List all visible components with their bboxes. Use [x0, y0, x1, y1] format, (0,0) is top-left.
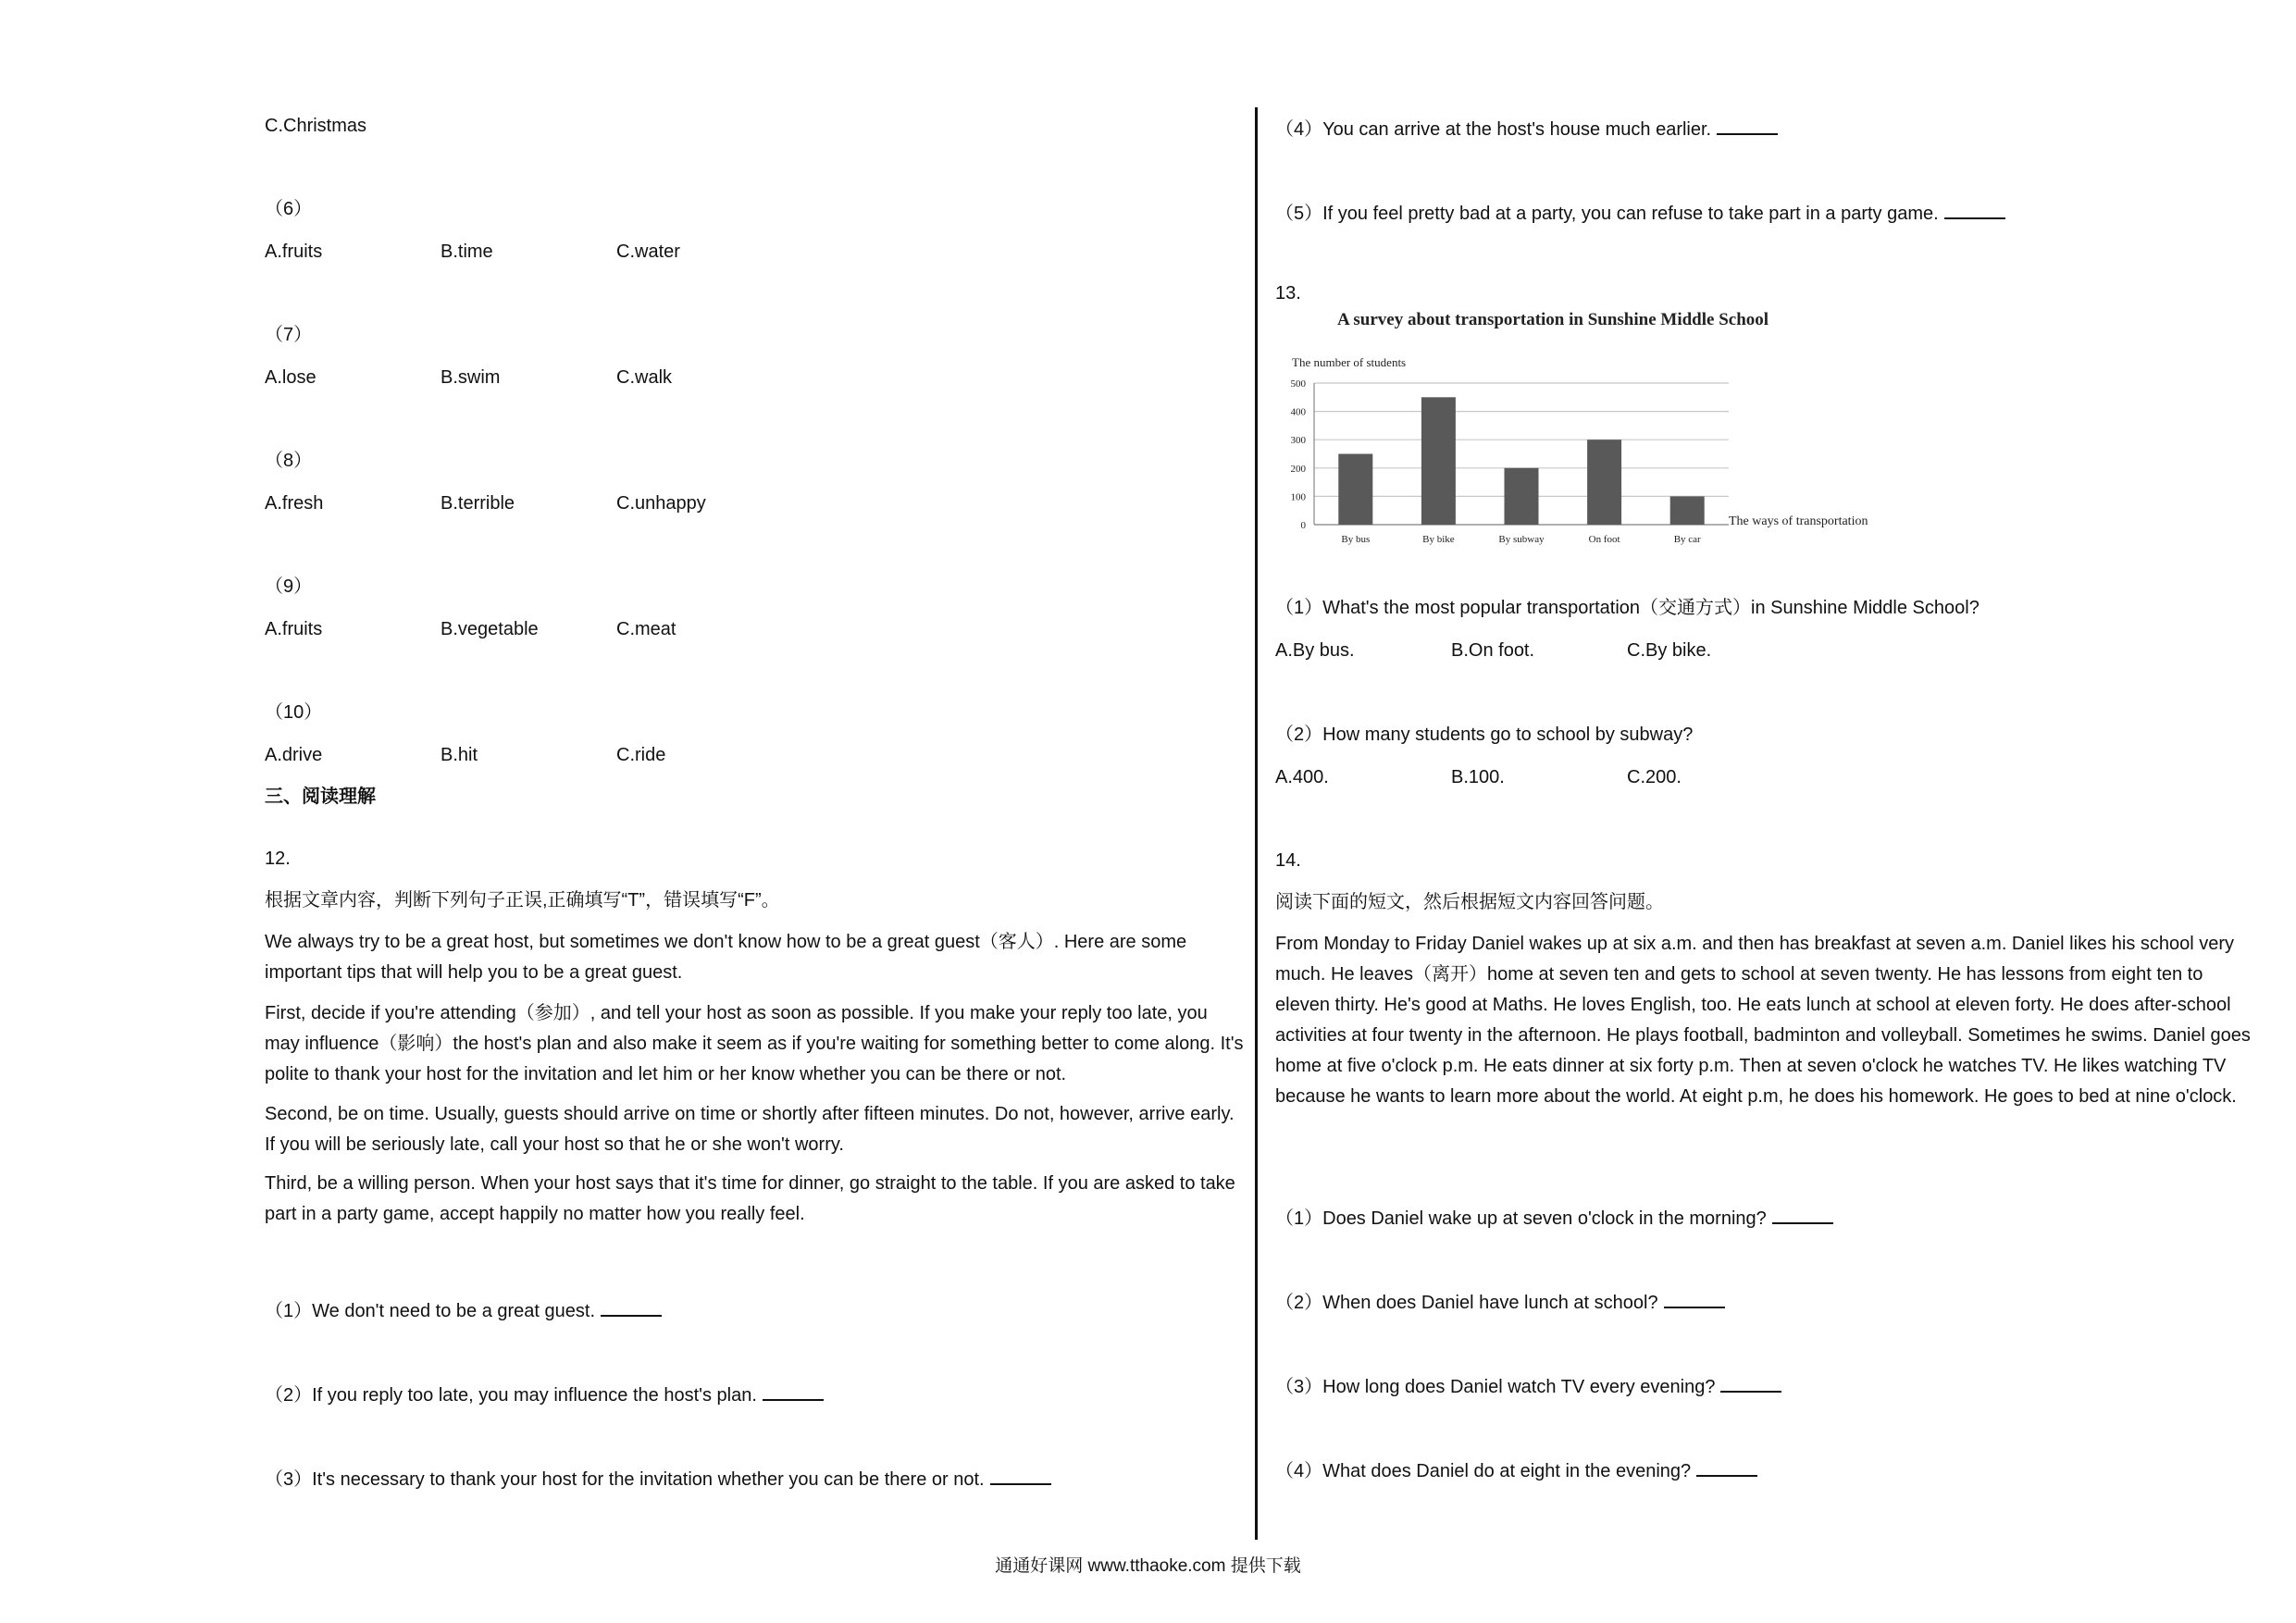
q13-sub2-option-b: B.100.	[1451, 767, 1505, 787]
q9-option-b: B.vegetable	[441, 619, 539, 639]
q14-question-3-text: （3）How long does Daniel watch TV every evening?	[1275, 1377, 1716, 1397]
x-tick-label: By car	[1673, 534, 1701, 545]
x-tick-label: On foot	[1588, 534, 1620, 545]
answer-blank[interactable]	[1696, 1458, 1757, 1477]
q14-instruction: 阅读下面的短文，然后根据短文内容回答问题。	[1275, 892, 1664, 912]
answer-blank[interactable]	[763, 1382, 824, 1401]
y-tick-label: 0	[1300, 520, 1306, 531]
q9-option-c: C.meat	[616, 619, 676, 639]
x-tick-label: By bus	[1341, 534, 1371, 545]
q13-sub-question-2: （2）How many students go to school by subway?	[1275, 725, 1694, 745]
q8-number: （8）	[265, 451, 313, 471]
q13-sub2-option-a: A.400.	[1275, 767, 1329, 787]
q14-question-4	[1275, 1458, 1757, 1481]
q13-sub1-option-a: A.By bus.	[1275, 640, 1355, 661]
q12-number: 12.	[265, 849, 291, 869]
bar	[1421, 397, 1456, 525]
q10-option-b: B.hit	[441, 745, 478, 765]
y-tick-label: 400	[1290, 406, 1306, 418]
q14-question-1	[1275, 1206, 1833, 1228]
q8-option-c: C.unhappy	[616, 493, 706, 514]
q12-paragraph-1: We always try to be a great host, but sometimes we don't know how to be a great guest（客人）. Here are some important tips that will help you to be a great guest.	[265, 932, 1187, 983]
q10-option-c: C.ride	[616, 745, 666, 765]
q13-sub-question-1: （1）What's the most popular transportation（交通方式）in Sunshine Middle School?	[1275, 598, 1980, 618]
q5-option-c: C.Christmas	[265, 116, 367, 136]
q14-question-4-text: （4）What does Daniel do at eight in the evening?	[1275, 1461, 1692, 1481]
q8-option-b: B.terrible	[441, 493, 515, 514]
q6-option-a: A.fruits	[265, 242, 323, 262]
answer-blank[interactable]	[990, 1467, 1051, 1485]
q14-question-3	[1275, 1374, 1781, 1396]
answer-blank[interactable]	[1717, 117, 1778, 135]
q12-statement-1-text: （1）We don't need to be a great guest.	[265, 1301, 596, 1321]
answer-blank[interactable]	[1720, 1374, 1781, 1393]
q14-question-1-text: （1）Does Daniel wake up at seven o'clock in the morning?	[1275, 1208, 1767, 1229]
q12-statement-3-text: （3）It's necessary to thank your host for the invitation whether you can be there or not.	[265, 1469, 985, 1490]
column-divider	[1255, 107, 1258, 1540]
q14-passage: From Monday to Friday Daniel wakes up at six a.m. and then has breakfast at seven a.m. Daniel likes his school very much. He leaves（离开）home at seven ten and gets to school at seven twenty. He has lessons from eight ten to eleven thirty. He's good at Maths. He loves English, too. He eats lunch at school at eleven forty. He does after-school activities at four twenty in the afternoon. He plays football, badminton and volleyball. Sometimes he swims. Daniel goes home at five o'clock p.m. He eats dinner at six forty p.m. Then at seven o'clock he watches TV. He likes watching TV because he wants to learn more about the world. At eight p.m, he does his homework. He goes to bed at nine o'clock.	[1275, 934, 2251, 1107]
q6-number: （6）	[265, 199, 313, 219]
chart-x-axis-label: The ways of transportation	[1729, 514, 1868, 528]
q14-question-2	[1275, 1290, 1725, 1312]
bar	[1338, 454, 1372, 526]
x-tick-label: By bike	[1422, 534, 1455, 545]
y-tick-label: 300	[1290, 435, 1306, 447]
chart-title: A survey about transportation in Sunshine Middle School	[1336, 310, 1769, 329]
bar	[1587, 440, 1621, 525]
q12-statement-2	[265, 1382, 824, 1405]
q7-option-a: A.lose	[265, 367, 316, 388]
q10-number: （10）	[265, 702, 323, 723]
x-tick-label: By subway	[1498, 534, 1545, 545]
q8-option-a: A.fresh	[265, 493, 324, 514]
answer-blank[interactable]	[1944, 201, 2005, 219]
q12-statement-4	[1275, 117, 1778, 139]
q9-option-a: A.fruits	[265, 619, 323, 639]
q12-paragraph-2: First, decide if you're attending（参加）, and tell your host as soon as possible. If you make your reply too late, you may influence（影响）the host's plan and also make it seem as if you're waiting for something better to come along. It's polite to thank your host for the invitation and let him or her know whether you can be there or not.	[265, 1003, 1244, 1084]
q12-statement-3	[265, 1467, 1051, 1489]
y-tick-label: 100	[1290, 491, 1306, 503]
q12-statement-5	[1275, 201, 2005, 223]
bar	[1670, 496, 1705, 525]
transportation-bar-chart	[1275, 305, 1905, 555]
q6-option-b: B.time	[441, 242, 493, 262]
q12-statement-2-text: （2）If you reply too late, you may influence the host's plan.	[265, 1385, 757, 1406]
chart-y-axis-label: The number of students	[1292, 355, 1407, 369]
q6-option-c: C.water	[616, 242, 680, 262]
answer-blank[interactable]	[601, 1298, 662, 1317]
q14-number: 14.	[1275, 850, 1301, 871]
q12-instruction: 根据文章内容，判断下列句子正误,正确填写“T”，错误填写“F”。	[265, 890, 780, 911]
q10-option-a: A.drive	[265, 745, 323, 765]
q12-statement-4-text: （4）You can arrive at the host's house much earlier.	[1275, 119, 1712, 140]
page-footer: 通通好课网 www.tthaoke.com 提供下载	[995, 1556, 1301, 1576]
q7-number: （7）	[265, 325, 313, 345]
q13-number: 13.	[1275, 283, 1301, 304]
q12-statement-1	[265, 1298, 662, 1320]
q7-option-b: B.swim	[441, 367, 501, 388]
y-tick-label: 200	[1290, 463, 1306, 475]
q13-sub2-option-c: C.200.	[1627, 767, 1682, 787]
bar	[1505, 468, 1539, 525]
answer-blank[interactable]	[1772, 1206, 1833, 1224]
q12-statement-5-text: （5）If you feel pretty bad at a party, you can refuse to take part in a party game.	[1275, 204, 1939, 224]
q12-paragraph-4: Third, be a willing person. When your host says that it's time for dinner, go straight to the table. If you are asked to take part in a party game, accept happily no matter how you really feel.	[265, 1173, 1235, 1224]
q12-paragraph-3: Second, be on time. Usually, guests should arrive on time or shortly after fifteen minutes. Do not, however, arrive early. If you will be seriously late, call your host so that he or she won't worry.	[265, 1104, 1235, 1155]
q14-question-2-text: （2）When does Daniel have lunch at school?	[1275, 1293, 1658, 1313]
y-tick-label: 500	[1290, 378, 1306, 390]
q13-sub1-option-c: C.By bike.	[1627, 640, 1712, 661]
q13-sub1-option-b: B.On foot.	[1451, 640, 1535, 661]
q7-option-c: C.walk	[616, 367, 673, 388]
answer-blank[interactable]	[1664, 1290, 1725, 1308]
section-title: 三、阅读理解	[265, 787, 376, 807]
q9-number: （9）	[265, 576, 313, 597]
